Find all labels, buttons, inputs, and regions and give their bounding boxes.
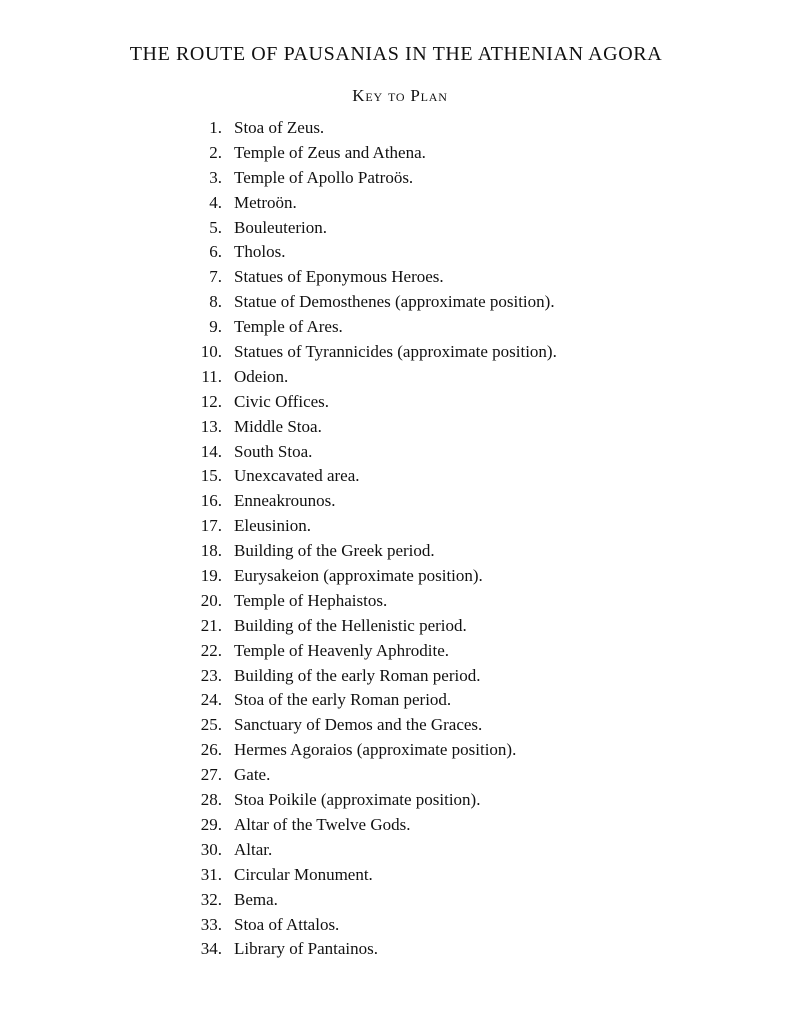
list-item bbox=[186, 290, 557, 315]
item-number: 26. bbox=[200, 740, 222, 760]
list-item bbox=[186, 166, 557, 191]
list-item bbox=[186, 216, 557, 241]
item-number: 6. bbox=[209, 242, 222, 262]
item-label: Temple of Apollo Patroös. bbox=[234, 167, 414, 187]
item-label: Statue of Demosthenes (approximate position). bbox=[234, 292, 555, 312]
item-label: Bouleuterion. bbox=[234, 217, 328, 237]
item-label: Enneakrounos. bbox=[234, 491, 336, 511]
list-item bbox=[186, 116, 557, 141]
list-item bbox=[186, 365, 557, 390]
item-label: Gate. bbox=[234, 765, 271, 785]
item-number: 11. bbox=[201, 366, 222, 386]
item-label: Unexcavated area. bbox=[234, 466, 360, 486]
item-label: Bema. bbox=[234, 889, 278, 909]
item-label: Civic Offices. bbox=[234, 391, 330, 411]
item-number: 4. bbox=[209, 192, 222, 212]
list-item bbox=[186, 664, 557, 689]
item-label: Statues of Tyrannicides (approximate position). bbox=[234, 342, 557, 362]
item-number: 23. bbox=[200, 665, 222, 685]
item-number: 24. bbox=[200, 690, 222, 710]
list-item bbox=[186, 489, 557, 514]
list-item bbox=[186, 564, 557, 589]
list-item bbox=[186, 838, 557, 863]
list-item bbox=[186, 514, 557, 539]
list-item bbox=[186, 589, 557, 614]
list-item bbox=[186, 813, 557, 838]
list-item bbox=[186, 713, 557, 738]
item-label: South Stoa. bbox=[234, 441, 313, 461]
item-label: Stoa Poikile (approximate position). bbox=[234, 790, 481, 810]
item-label: Building of the Greek period. bbox=[234, 541, 435, 561]
item-label: Altar of the Twelve Gods. bbox=[234, 814, 411, 834]
list-item bbox=[186, 440, 557, 465]
item-label: Middle Stoa. bbox=[234, 416, 322, 436]
list-item bbox=[186, 415, 557, 440]
item-number: 32. bbox=[200, 889, 222, 909]
list-item bbox=[186, 191, 557, 216]
list-item bbox=[186, 763, 557, 788]
list-item bbox=[186, 863, 557, 888]
list-item bbox=[186, 265, 557, 290]
item-number: 8. bbox=[209, 292, 222, 312]
item-label: Library of Pantainos. bbox=[234, 939, 378, 959]
item-number: 18. bbox=[200, 541, 222, 561]
item-number: 25. bbox=[200, 715, 222, 735]
item-label: Stoa of Attalos. bbox=[234, 914, 340, 934]
item-number: 16. bbox=[200, 491, 222, 511]
list-item bbox=[186, 688, 557, 713]
item-number: 33. bbox=[200, 914, 222, 934]
list-item bbox=[186, 913, 557, 938]
list-item bbox=[186, 614, 557, 639]
item-number: 14. bbox=[200, 441, 222, 461]
list-item bbox=[186, 738, 557, 763]
item-number: 17. bbox=[200, 516, 222, 536]
item-number: 22. bbox=[200, 640, 222, 660]
item-label: Stoa of Zeus. bbox=[234, 118, 325, 137]
list-item bbox=[186, 464, 557, 489]
item-label: Temple of Hephaistos. bbox=[234, 590, 388, 610]
page-title: THE ROUTE OF PAUSANIAS IN THE ATHENIAN AGORA bbox=[129, 43, 663, 65]
item-label: Circular Monument. bbox=[234, 864, 373, 884]
item-label: Eurysakeion (approximate position). bbox=[234, 566, 483, 586]
key-list bbox=[186, 116, 557, 962]
item-number: 30. bbox=[200, 839, 222, 859]
item-number: 31. bbox=[200, 864, 222, 884]
list-item bbox=[186, 141, 557, 166]
key-heading: Key to Plan bbox=[352, 86, 448, 105]
list-item bbox=[186, 539, 557, 564]
list-item bbox=[186, 639, 557, 664]
item-label: Building of the Hellenistic period. bbox=[234, 615, 467, 635]
list-item bbox=[186, 888, 557, 913]
item-label: Tholos. bbox=[234, 242, 286, 262]
item-label: Eleusinion. bbox=[234, 516, 311, 536]
item-number: 34. bbox=[200, 939, 222, 959]
item-number: 12. bbox=[200, 391, 222, 411]
item-number: 19. bbox=[200, 566, 222, 586]
item-number: 20. bbox=[200, 590, 222, 610]
list-item bbox=[186, 240, 557, 265]
item-label: Stoa of the early Roman period. bbox=[234, 690, 452, 710]
item-number: 3. bbox=[209, 167, 222, 187]
item-number: 15. bbox=[200, 466, 222, 486]
item-number: 5. bbox=[209, 217, 222, 237]
item-label: Hermes Agoraios (approximate position). bbox=[234, 740, 517, 760]
item-number: 28. bbox=[200, 790, 222, 810]
item-number: 10. bbox=[200, 342, 222, 362]
item-label: Temple of Heavenly Aphrodite. bbox=[234, 640, 450, 660]
item-label: Odeion. bbox=[234, 366, 289, 386]
item-number: 9. bbox=[209, 317, 222, 337]
item-label: Sanctuary of Demos and the Graces. bbox=[234, 715, 483, 735]
item-label: Temple of Ares. bbox=[234, 317, 343, 337]
item-label: Metroön. bbox=[234, 192, 297, 212]
item-label: Statues of Eponymous Heroes. bbox=[234, 267, 444, 287]
item-number: 29. bbox=[200, 814, 222, 834]
list-item bbox=[186, 390, 557, 415]
item-number: 21. bbox=[200, 615, 222, 635]
item-number: 27. bbox=[200, 765, 222, 785]
list-item bbox=[186, 340, 557, 365]
list-item bbox=[186, 788, 557, 813]
item-number: 2. bbox=[209, 142, 222, 162]
item-label: Altar. bbox=[234, 839, 273, 859]
list-item bbox=[186, 937, 557, 962]
item-number: 7. bbox=[209, 267, 222, 287]
item-label: Temple of Zeus and Athena. bbox=[234, 142, 426, 162]
item-label: Building of the early Roman period. bbox=[234, 665, 481, 685]
item-number: 1. bbox=[209, 118, 222, 137]
list-item bbox=[186, 315, 557, 340]
item-number: 13. bbox=[200, 416, 222, 436]
